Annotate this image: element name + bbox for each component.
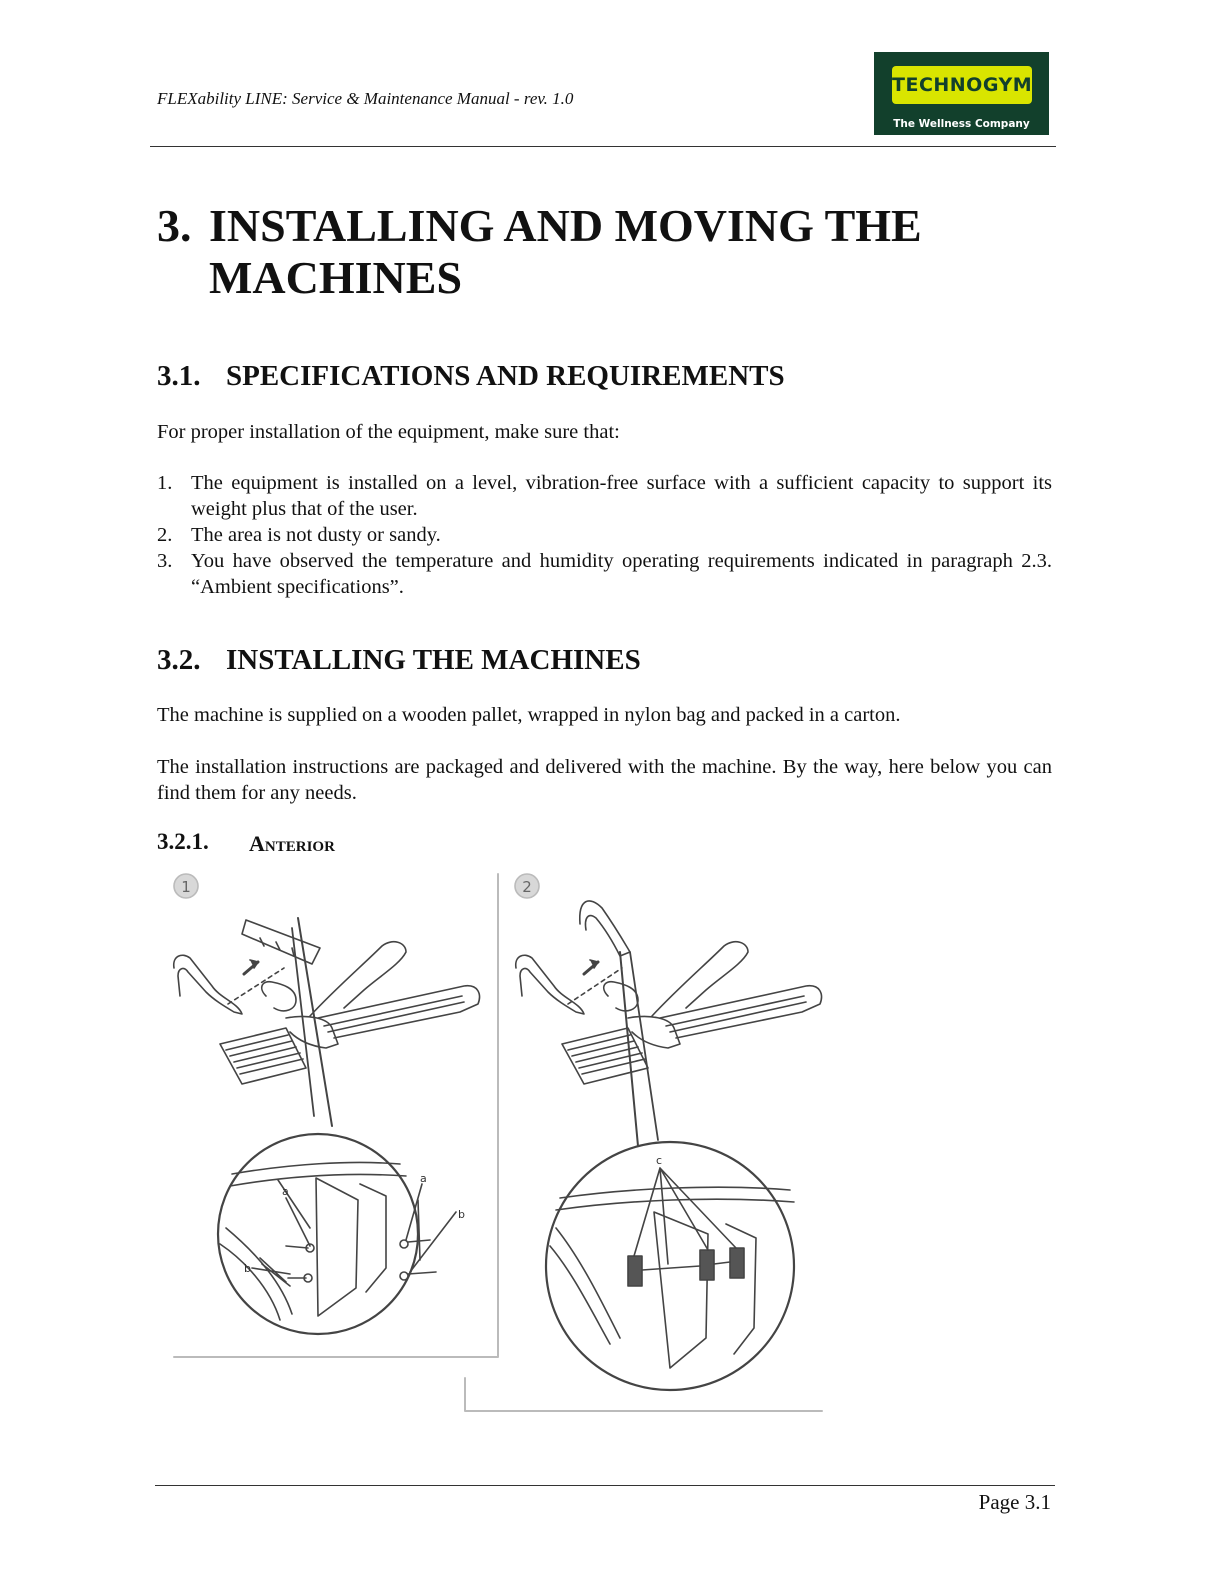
section-number: 3.2. — [157, 644, 201, 676]
list-text: The area is not dusty or sandy. — [191, 524, 441, 546]
requirements-list — [157, 470, 1052, 600]
subsection-title: Anterior — [249, 831, 335, 856]
header-divider — [150, 146, 1056, 147]
step-2-label: 2 — [522, 878, 532, 896]
step-1-badge — [174, 874, 198, 898]
list-item — [157, 548, 1052, 600]
section-number: 3.1. — [157, 360, 201, 392]
subsection-number: 3.2.1. — [157, 829, 209, 854]
technogym-logo — [874, 52, 1049, 135]
list-text: You have observed the temperature and humidity operating requirements indicated in paragraph 2.3. “Ambient specifications”. — [191, 550, 1052, 598]
section-paragraph: The installation instructions are packaged and delivered with the machine. By the way, here below you can find them for any needs. — [157, 756, 1052, 804]
logo-tagline: The Wellness Company — [893, 118, 1030, 130]
step-1-label: 1 — [181, 878, 191, 896]
section-heading-3-2 — [157, 644, 641, 677]
chapter-number: 3. — [157, 200, 192, 251]
label-c: c — [656, 1154, 663, 1167]
logo-brand: TECHNOGYM — [892, 74, 1033, 96]
list-text: The equipment is installed on a level, vibration-free surface with a sufficient capacity to support its weight plus that of the user. — [191, 472, 1052, 520]
list-number: 1. — [157, 472, 173, 494]
subsection-heading — [157, 829, 335, 856]
machine-drawing-2 — [516, 901, 822, 1390]
section-title: INSTALLING THE MACHINES — [226, 644, 641, 676]
section-paragraph: The machine is supplied on a wooden pallet, wrapped in nylon bag and packed in a carton. — [157, 704, 901, 726]
chapter-title: INSTALLING AND MOVING THE MACHINES — [209, 200, 922, 303]
machine-drawing-1 — [174, 918, 480, 1334]
logo-plate — [892, 66, 1032, 104]
list-item — [157, 522, 1052, 548]
panel1-border — [174, 874, 498, 1357]
page-number: Page 3.1 — [978, 1490, 1051, 1514]
list-item — [157, 470, 1052, 522]
list-number: 3. — [157, 550, 173, 572]
installation-figure — [160, 868, 830, 1418]
label-b: b — [244, 1262, 251, 1275]
label-a: a — [282, 1185, 289, 1198]
step-2-badge — [515, 874, 539, 898]
panel2-border — [465, 1378, 822, 1411]
section-heading-3-1 — [157, 360, 785, 393]
footer-divider — [155, 1485, 1055, 1486]
list-number: 2. — [157, 524, 173, 546]
header-title: FLEXability LINE: Service & Maintenance Manual - rev. 1.0 — [157, 89, 574, 108]
label-a: a — [420, 1172, 427, 1185]
installation-drawing — [160, 868, 830, 1418]
section-title: SPECIFICATIONS AND REQUIREMENTS — [226, 360, 785, 392]
section-intro: For proper installation of the equipment, make sure that: — [157, 421, 620, 443]
label-b: b — [458, 1208, 465, 1221]
